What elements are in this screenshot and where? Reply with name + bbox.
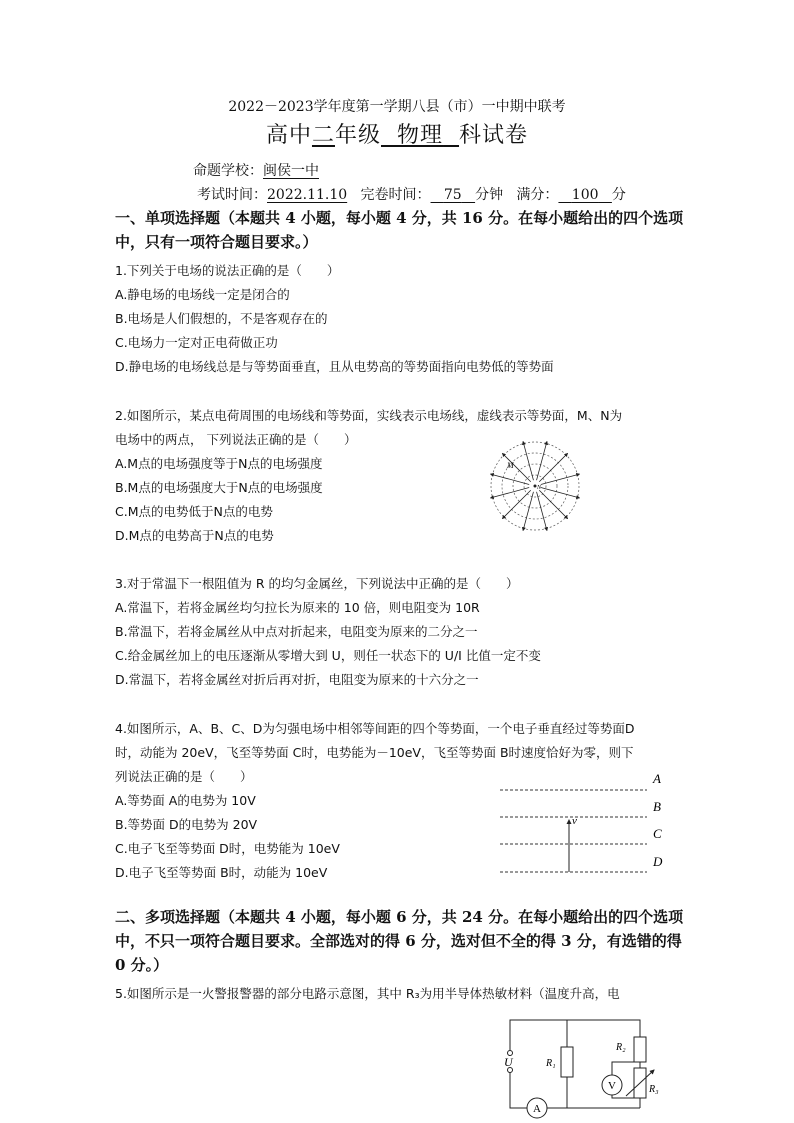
section2-title: 二、多项选择题（本题共 4 小题，每小题 6 分，共 24 分。在每小题给出的四个选项中，不只一项符合题目要求。全部选对的得 6 分，选对但不全的得 3 分，有选错的得 0 分。） — [115, 908, 684, 974]
ammeter-label: A — [533, 1103, 541, 1115]
q4-equipotential-figure — [495, 768, 670, 880]
q4-stem-line3: 列说法正确的是（ ） — [115, 769, 253, 784]
minutes-label: 分钟 — [475, 187, 504, 203]
circuit-wires — [510, 1020, 640, 1108]
resistor-r1 — [561, 1047, 573, 1077]
q2-option-d: D.M点的电势高于N点的电势 — [115, 528, 274, 543]
q1-option-a: A.静电场的电场线一定是闭合的 — [115, 287, 290, 302]
q2-stem-line2: 电场中的两点， 下列说法正确的是（ ） — [115, 432, 357, 447]
plane-label-d: D — [653, 854, 663, 869]
q4-stem-line2: 时，动能为 20eV，飞至等势面 C时，电势能为－10eV，飞至等势面 B时速度恰好为零，则下 — [115, 745, 634, 760]
grade-prefix: 高中 — [265, 123, 312, 148]
q3-option-c: C.给金属丝加上的电压逐渐从零增大到 U，则任一状态下的 U/I 比值一定不变 — [115, 648, 541, 663]
q1-option-b: B.电场是人们假想的，不是客观存在的 — [115, 311, 328, 326]
grade-title — [0, 118, 794, 149]
q2-option-c: C.M点的电势低于N点的电势 — [115, 504, 273, 519]
q4-option-c: C.电子飞至等势面 D时，电势能为 10eV — [115, 841, 340, 856]
school-name: 闽侯一中 — [263, 163, 319, 179]
grade-suffix: 年级 — [334, 123, 381, 148]
voltmeter-label: V — [608, 1080, 616, 1092]
field-line — [491, 474, 530, 484]
school-label: 命题学校： — [193, 163, 263, 179]
resistor-r2 — [634, 1037, 646, 1062]
duration-value: 75 — [443, 187, 462, 203]
q2-stem-line1: 2.如图所示，某点电荷周围的电场线和等势面，实线表示电场线，虚线表示等势面，M、N为 — [115, 408, 623, 423]
equipotential-planes — [500, 790, 647, 872]
field-line — [539, 490, 567, 518]
q4-stem-line1: 4.如图所示，A、B、C、D为匀强电场中相邻等间距的四个等势面，一个电子垂直经过等势面D — [115, 721, 635, 736]
fig-label-r2: R₂ — [616, 1042, 626, 1053]
plane-label-a: A — [653, 771, 661, 786]
q2-field-figure — [487, 438, 583, 534]
field-line — [537, 492, 547, 531]
time-label: 考试时间： — [197, 187, 267, 203]
q1-stem: 1.下列关于电场的说法正确的是（ ） — [115, 263, 340, 278]
subject-suffix: 科试卷 — [459, 123, 529, 148]
section1-title: 一、单项选择题（本题共 4 小题，每小题 4 分，共 16 分。在每小题给出的四个选项中，只有一项符合题目要求。） — [115, 209, 684, 251]
score-value: 100 — [571, 187, 599, 203]
q2-option-b: B.M点的电场强度大于N点的电场强度 — [115, 480, 323, 495]
exam-title: 2022－2023学年度第一学期八县（市）一中期中联考 — [228, 99, 566, 115]
q5-stem: 5.如图所示是一火警报警器的部分电路示意图，其中 R₃为用半导体热敏材料（温度升高，电 — [115, 986, 620, 1001]
q5-circuit-figure — [494, 1012, 670, 1123]
field-line — [537, 442, 547, 481]
field-line — [502, 490, 530, 518]
plane-label-c: C — [653, 826, 662, 841]
fig-label-n: N — [537, 485, 542, 491]
field-line — [491, 488, 530, 498]
q1-option-c: C.电场力一定对正电荷做正功 — [115, 335, 278, 350]
subject-name: 物理 — [397, 123, 444, 148]
grade-number: 二 — [311, 123, 335, 148]
exam-date: 2022.11.10 — [267, 187, 348, 203]
fig-label-r1: R₁ — [546, 1058, 556, 1069]
plane-label-b: B — [653, 799, 661, 814]
q4-option-d: D.电子飞至等势面 B时，动能为 10eV — [115, 865, 328, 880]
q3-option-b: B.常温下，若将金属丝从中点对折起来，电阻变为原来的二分之一 — [115, 624, 478, 639]
fig-label-m: M — [507, 461, 514, 470]
field-line — [523, 442, 533, 481]
q2-option-a: A.M点的电场强度等于N点的电场强度 — [115, 456, 323, 471]
q4-option-b: B.等势面 D的电势为 20V — [115, 817, 258, 832]
q3-option-d: D.常温下，若将金属丝对折后再对折，电阻变为原来的十六分之一 — [115, 672, 479, 687]
fig-label-r3: R₃ — [649, 1084, 659, 1095]
field-line — [541, 474, 580, 484]
q3-option-a: A.常温下，若将金属丝均匀拉长为原来的 10 倍，则电阻变为 10R — [115, 600, 480, 615]
q3-stem: 3.对于常温下一根阻值为 R 的均匀金属丝，下列说法中正确的是（ ） — [115, 576, 519, 591]
q1-option-d: D.静电场的电场线总是与等势面垂直，且从电势高的等势面指向电势低的等势面 — [115, 359, 554, 374]
fig-label-u: U — [504, 1055, 513, 1069]
fig-label-v: v — [572, 815, 577, 827]
q4-option-a: A.等势面 A的电势为 10V — [115, 793, 256, 808]
points-label: 分 — [611, 187, 626, 203]
duration-label: 完卷时间： — [360, 187, 431, 203]
school-line — [193, 160, 319, 180]
exam-info-line — [197, 184, 626, 204]
field-line — [541, 488, 580, 498]
field-line — [523, 492, 533, 531]
score-label: 满分： — [516, 187, 559, 203]
field-line — [539, 453, 567, 481]
